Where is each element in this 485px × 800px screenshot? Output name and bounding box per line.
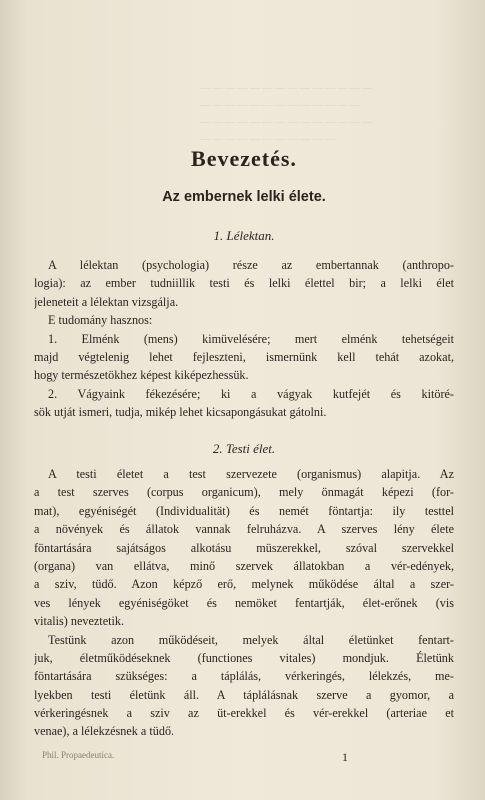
- text-line: hogy természetökhez képest kiképezhessük.: [34, 368, 249, 383]
- text-line: vérkeringésnek a sziv az üt-erekkel és vér-erekkel (arteriae et: [34, 706, 454, 721]
- text-line: sök utját ismeri, tudja, mikép lehet kicsapongásukat gátolni.: [34, 405, 327, 420]
- text-line: venae), a lélekzésnek a tüdő.: [34, 724, 175, 739]
- text-line: vitalis) neveztetik.: [34, 614, 125, 629]
- text-line: a növények és állatok vannak felruházva. A szerves lény élete: [34, 522, 454, 537]
- text-line: E tudomány hasznos:: [48, 313, 153, 328]
- section-1-body: [34, 256, 454, 422]
- text-line: mat), egyéniségét (Individualität) és nemét föntartja: ily testtel: [34, 503, 454, 518]
- text-line: majd végtelenig lehet fejleszteni, ismernünk kell tehát azokat,: [34, 349, 454, 364]
- text-line: a test szerves (corpus organicum), mely önmagát képezi (for-: [34, 485, 454, 500]
- signature-mark: Phil. Propaedeutica.: [42, 750, 115, 760]
- text-line: lyekben testi életünk áll. A táplálásnak szerve a gyomor, a: [34, 687, 454, 702]
- chapter-subtitle: Az embernek lelki élete.: [162, 189, 326, 205]
- section-1-heading: 1. Lélektan.: [213, 228, 275, 243]
- text-line: A lélektan (psychologia) része az embertannak (anthropo-: [48, 258, 454, 272]
- text-line: ves lények egyéniségöket és nemöket fentartják, élet-erőnek (vis: [34, 595, 454, 610]
- text-line: (organa) van ellátva, minő szervek állatokban a vér-edények,: [34, 558, 454, 573]
- text-line: föntartására sajátságos alkotásu müszerekkel, szóval szervekkel: [34, 540, 454, 555]
- chapter-title: Bevezetés.: [191, 146, 297, 171]
- text-line: a sziv, tüdő. Azon képző erő, melynek működése által a szer-: [34, 577, 454, 592]
- text-line: logia): az ember tudniillik testi és lelki élettel bir; a lelki élet: [34, 276, 454, 291]
- bleed-through-text: — — — — — — — — — — — — — — — — — — — — — — — — — — — — — — — — — — — — — — — — — — — — — — — — — — — —: [200, 83, 373, 145]
- text-line: 1. Elménk (mens) kimüvelésére; mert elménk tehetségeit: [48, 331, 454, 346]
- text-line: jeleneteit a lélektan vizsgálja.: [34, 294, 179, 309]
- text-line: Testünk azon működéseit, melyek által életünket fentart-: [48, 632, 454, 647]
- section-2-heading: 2. Testi élet.: [212, 441, 276, 456]
- section-2-body: [34, 465, 454, 741]
- page-number: 1: [342, 750, 348, 764]
- text-line: föntartására szükséges: a táplálás, vérkeringés, lélekzés, me-: [34, 669, 454, 684]
- text-line: juk, életműködéseknek (functiones vitales) mondjuk. Életünk: [34, 650, 454, 665]
- text-line: A testi életet a test szervezete (organismus) alapitja. Az: [48, 467, 454, 481]
- text-line: 2. Vágyaink fékezésére; ki a vágyak kutfejét és kitöré-: [48, 386, 454, 401]
